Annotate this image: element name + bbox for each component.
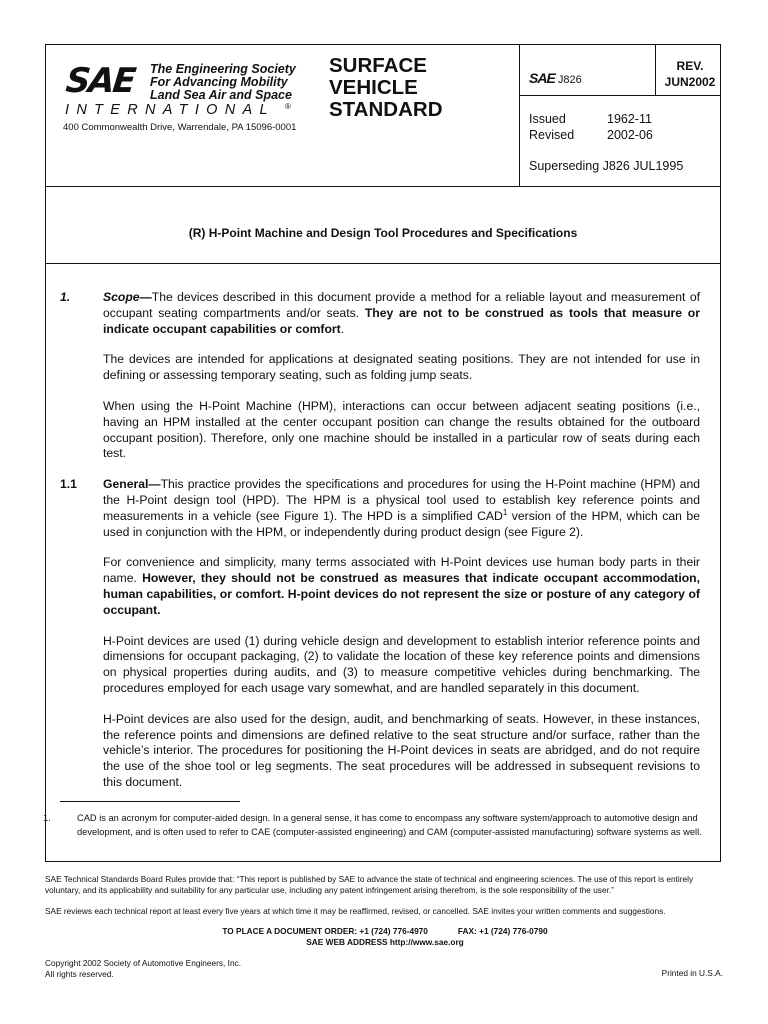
- header-frame: [45, 44, 721, 862]
- body-text: .: [340, 321, 345, 336]
- printed-in: Printed in U.S.A.: [661, 968, 723, 978]
- scope-paragraph: [60, 290, 700, 337]
- tagline-line-2: For Advancing Mobility: [150, 75, 288, 89]
- tagline-line-3: Land Sea Air and Space: [150, 88, 292, 102]
- rights-line: All rights reserved.: [45, 968, 114, 979]
- title-bottom-rule: [46, 263, 720, 264]
- rev-divider-horizontal: [519, 95, 720, 96]
- document-type: [329, 55, 443, 121]
- body-text: version of the HPM, which can be used in conjunction with the HPM, or independently during product design (see Figure 2).: [103, 508, 700, 539]
- header-bottom-rule: [46, 186, 720, 187]
- scope-paragraph: The devices are intended for applications at designated seating positions. They are not intended for use in defining or assessing temporary seating, such as folding jump seats.: [103, 352, 700, 383]
- general-paragraph: [60, 477, 700, 540]
- body-text: This practice provides the specifications and procedures for using the H-Point machine (HPM) and the H-Point design tool (HPD). The HPM is a physical tool used to establish key reference points and measurements in a vehicle (see Figure 1). The HPD is a simplified CAD: [103, 477, 700, 523]
- order-fax: FAX: +1 (724) 776-0790: [457, 926, 548, 936]
- issued-value: 1962-11: [607, 112, 652, 126]
- header-divider-vertical: [519, 45, 520, 186]
- footnote-rule: [60, 801, 240, 802]
- sae-tagline: [150, 63, 296, 102]
- international-wordmark: INTERNATIONAL: [65, 102, 275, 118]
- rev-divider: [655, 45, 656, 95]
- general-paragraph: H-Point devices are also used for the design, audit, and benchmarking of seats. However, in these instances, the reference points and dimensions are defined relative to the seat structure and/or surface, rather than the vehicle’s interior. The procedures for positioning the H-Point devices in seats are abridged, and do not require the use of the shoe tool or leg segments. The seat procedures will be addressed in subsequent revisions to this document.: [103, 711, 700, 789]
- registered-mark: ®: [285, 102, 291, 111]
- doc-type-line-1: SURFACE: [329, 54, 427, 77]
- sae-mini-logo: SAE: [529, 70, 555, 86]
- footnote-ref[interactable]: 1: [502, 507, 508, 517]
- footnote-number: 1.: [43, 813, 51, 823]
- section-number: 1.1: [60, 477, 77, 492]
- doc-number-text: J826: [557, 74, 582, 86]
- revision-box: [658, 58, 722, 90]
- rev-label: REV.: [676, 59, 704, 73]
- sae-logo-mark: SAE: [63, 61, 137, 101]
- issued-row: [529, 111, 653, 127]
- order-info: [45, 926, 725, 947]
- sae-address: 400 Commonwealth Drive, Warrendale, PA 15096-0001: [63, 122, 297, 133]
- rev-date: JUN2002: [664, 75, 716, 89]
- general-paragraph: H-Point devices are used (1) during vehicle design and development to establish interior reference points and dimensions for occupant packaging, (2) to validate the location of these key reference points and dimensions on physical properties during audits, and (3) to measure competitive vehicles during benchmarking. The procedures employed for each usage vary somewhat, and are handled separately in this document.: [103, 633, 700, 695]
- board-rules-notice: SAE Technical Standards Board Rules provide that: “This report is published by SAE to advance the state of technical and engineering sciences. The use of this report is entirely voluntary, and its applicability and suitability for any particular use, including any patent infringement arising therefrom, is the sole responsibility of the user.”: [45, 874, 694, 895]
- copyright: [45, 958, 241, 979]
- document-number: [529, 70, 582, 86]
- footnote: [43, 812, 710, 839]
- revised-value: 2002-06: [607, 128, 653, 142]
- section-heading: Scope—: [103, 290, 152, 304]
- emphasis-text: However, they should not be construed as measures that indicate occupant accommodation, human capabilities, or comfort. H-point devices do not represent the size or posture of any category of occupant.: [103, 571, 700, 617]
- review-notice: SAE reviews each technical report at least every five years at which time it may be reaffirmed, revised, or cancelled. SAE invites your written comments and suggestions.: [45, 906, 666, 916]
- body-text: For convenience and simplicity, many terms associated with H-Point devices use human body parts in their name.: [103, 555, 700, 586]
- order-phone: TO PLACE A DOCUMENT ORDER: +1 (724) 776-4970: [222, 926, 428, 936]
- issued-label: Issued: [529, 112, 566, 126]
- body-text: The devices described in this document provide a method for a reliable layout and measurement of occupant seating compartments and/or seats.: [103, 290, 700, 320]
- section-number: 1.: [60, 290, 71, 304]
- issue-dates: [529, 111, 653, 143]
- section-heading: General—: [103, 477, 161, 492]
- doc-type-line-2: VEHICLE: [329, 76, 418, 99]
- superseding-note: Superseding J826 JUL1995: [529, 159, 684, 173]
- general-paragraph: [103, 555, 700, 618]
- revised-row: [529, 127, 653, 143]
- revised-label: Revised: [529, 128, 575, 142]
- footnote-text: CAD is an acronym for computer-aided design. In a general sense, it has come to encompass any software system/approach to automotive design and development, and is often used to refer to CAE (computer-assisted engineering) and CAM (computer-assisted manufacturing) software systems as well.: [77, 813, 702, 837]
- tagline-line-1: The Engineering Society: [150, 62, 296, 76]
- emphasis-text: They are not to be construed as tools that measure or indicate occupant capabilities or comfort: [103, 305, 700, 336]
- web-address[interactable]: SAE WEB ADDRESS http://www.sae.org: [306, 936, 464, 947]
- document-title: (R) H-Point Machine and Design Tool Procedures and Specifications: [188, 226, 578, 240]
- doc-type-line-3: STANDARD: [329, 98, 443, 121]
- document-body: [60, 290, 700, 806]
- scope-paragraph: When using the H-Point Machine (HPM), interactions can occur between adjacent seating positions (i.e., having an HPM installed at the center occupant position can change the results obtained for the outboard occupant position). Therefore, only one machine should be installed in a particular row of seats during each test.: [103, 398, 700, 461]
- copyright-line: Copyright 2002 Society of Automotive Engineers, Inc.: [45, 958, 242, 968]
